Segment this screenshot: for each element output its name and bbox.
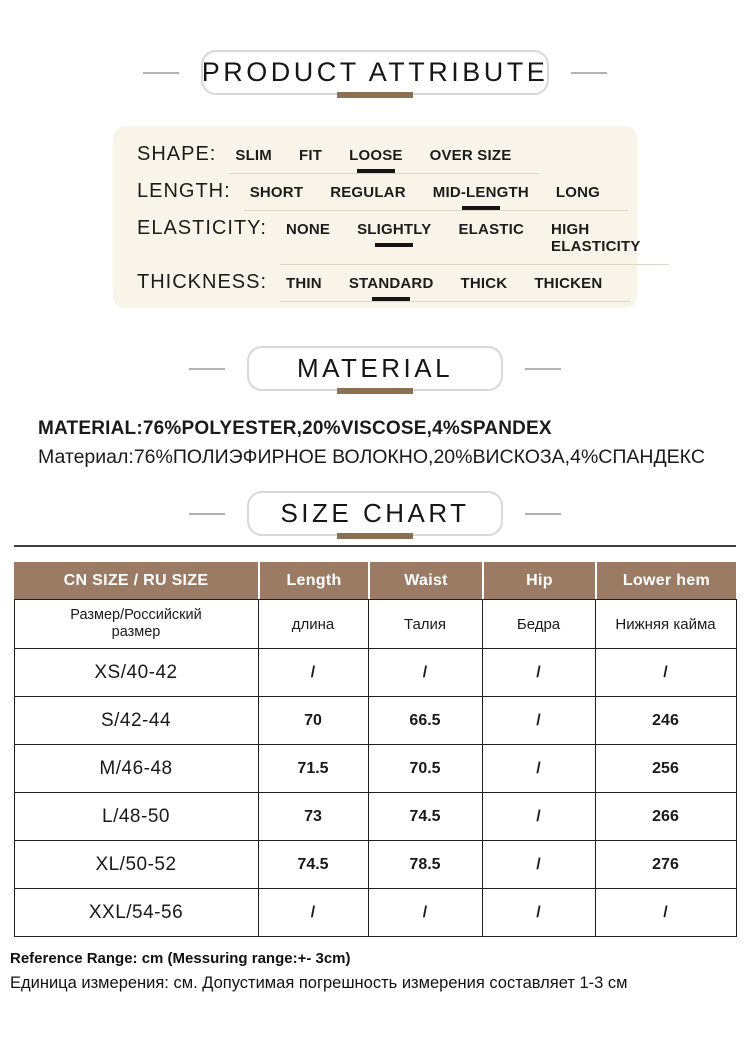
material-title: MATERIAL bbox=[296, 353, 454, 383]
size-table-header-row bbox=[14, 562, 736, 599]
title-left-dash bbox=[189, 513, 225, 515]
product-attribute-title-row bbox=[0, 50, 750, 95]
size-chart-title-row bbox=[0, 491, 750, 536]
subheader-cell: Размер/Российский размер bbox=[14, 600, 258, 649]
attr-option-selected: LOOSE bbox=[349, 147, 403, 164]
attr-option: SHORT bbox=[249, 184, 304, 201]
subheader-cell: длина bbox=[258, 600, 368, 649]
subheader-cell: Талия bbox=[368, 600, 482, 649]
title-accent-bar bbox=[337, 533, 413, 539]
attribute-row-elasticity bbox=[137, 217, 641, 265]
value-cell: / bbox=[368, 889, 482, 937]
attribute-options bbox=[280, 221, 669, 265]
value-cell: 70.5 bbox=[368, 745, 482, 793]
attr-option: THICKEN bbox=[534, 275, 603, 292]
size-cell: XL/50-52 bbox=[14, 841, 258, 889]
product-attribute-title: PRODUCT ATTRIBUTE bbox=[201, 57, 549, 87]
title-left-dash bbox=[143, 72, 179, 74]
attr-option-selected: MID-LENGTH bbox=[432, 184, 529, 201]
size-chart-section bbox=[0, 491, 750, 993]
value-cell: 70 bbox=[258, 697, 368, 745]
attribute-label: LENGTH: bbox=[137, 180, 231, 202]
value-cell: 246 bbox=[595, 697, 736, 745]
attribute-label: SHAPE: bbox=[137, 143, 217, 165]
attr-option: HIGH ELASTICITY bbox=[551, 221, 641, 255]
size-chart-title-box bbox=[247, 491, 503, 536]
attribute-label: ELASTICITY: bbox=[137, 217, 267, 239]
value-cell: / bbox=[595, 649, 736, 697]
title-right-dash bbox=[525, 513, 561, 515]
attribute-options bbox=[229, 147, 539, 174]
material-line-ru: Материал:76%ПОЛИЭФИРНОЕ ВОЛОКНО,20%ВИСКОЗА,4%СПАНДЕКС bbox=[38, 446, 705, 468]
title-accent-bar bbox=[337, 388, 413, 394]
table-row bbox=[14, 745, 736, 793]
value-cell: 71.5 bbox=[258, 745, 368, 793]
attr-option-selected: STANDARD bbox=[348, 275, 434, 292]
value-cell: 73 bbox=[258, 793, 368, 841]
attr-option: THIN bbox=[286, 275, 322, 292]
value-cell: / bbox=[482, 697, 595, 745]
value-cell: 276 bbox=[595, 841, 736, 889]
value-cell: / bbox=[482, 745, 595, 793]
size-cell: L/48-50 bbox=[14, 793, 258, 841]
value-cell: / bbox=[482, 841, 595, 889]
header-cell-hip: Hip bbox=[482, 562, 595, 599]
value-cell: / bbox=[368, 649, 482, 697]
attribute-options bbox=[244, 184, 628, 211]
value-cell: 74.5 bbox=[368, 793, 482, 841]
attribute-options bbox=[280, 275, 630, 302]
attr-option: OVER SIZE bbox=[429, 147, 512, 164]
value-cell: 74.5 bbox=[258, 841, 368, 889]
header-cell-size: CN SIZE / RU SIZE bbox=[14, 562, 258, 599]
table-row bbox=[14, 841, 736, 889]
reference-note-en: Reference Range: cm (Messuring range:+- 3cm) bbox=[10, 950, 351, 967]
value-cell: / bbox=[258, 649, 368, 697]
attribute-row-thickness bbox=[137, 271, 637, 302]
value-cell: / bbox=[482, 793, 595, 841]
value-cell: 266 bbox=[595, 793, 736, 841]
reference-note-ru: Единица измерения: см. Допустимая погрешность измерения составляет 1-3 см bbox=[10, 974, 628, 992]
product-attribute-section bbox=[0, 50, 750, 308]
attribute-label: THICKNESS: bbox=[137, 271, 268, 293]
attr-option: THICK bbox=[460, 275, 508, 292]
table-row bbox=[14, 793, 736, 841]
table-row bbox=[14, 697, 736, 745]
value-cell: 66.5 bbox=[368, 697, 482, 745]
attribute-box bbox=[113, 126, 641, 308]
attr-option: LONG bbox=[555, 184, 601, 201]
size-cell: XXL/54-56 bbox=[14, 889, 258, 937]
header-cell-length: Length bbox=[258, 562, 368, 599]
attr-option: SLIM bbox=[235, 147, 272, 164]
attr-option: NONE bbox=[285, 221, 331, 238]
subheader-cell: Бедра bbox=[482, 600, 595, 649]
header-cell-lower-hem: Lower hem bbox=[595, 562, 736, 599]
attr-option: ELASTIC bbox=[458, 221, 525, 238]
size-chart-title: SIZE CHART bbox=[280, 498, 470, 528]
value-cell: / bbox=[482, 889, 595, 937]
table-top-divider bbox=[14, 545, 736, 547]
size-chart-table bbox=[14, 599, 737, 937]
attr-option-selected: SLIGHTLY bbox=[357, 221, 432, 238]
value-cell: / bbox=[258, 889, 368, 937]
material-section bbox=[0, 346, 750, 469]
title-left-dash bbox=[189, 368, 225, 370]
size-cell: M/46-48 bbox=[14, 745, 258, 793]
product-attribute-title-box bbox=[201, 50, 549, 95]
value-cell: 256 bbox=[595, 745, 736, 793]
material-title-box bbox=[247, 346, 503, 391]
material-title-row bbox=[0, 346, 750, 391]
table-subheader-row bbox=[14, 600, 736, 649]
value-cell: 78.5 bbox=[368, 841, 482, 889]
attr-option: FIT bbox=[299, 147, 323, 164]
subheader-cell: Нижняя кайма bbox=[595, 600, 736, 649]
material-line-en: MATERIAL:76%POLYESTER,20%VISCOSE,4%SPANDEX bbox=[38, 418, 552, 439]
value-cell: / bbox=[595, 889, 736, 937]
table-row bbox=[14, 889, 736, 937]
attr-option: REGULAR bbox=[330, 184, 406, 201]
attribute-row-shape bbox=[137, 143, 637, 174]
material-lines bbox=[0, 418, 750, 469]
header-cell-waist: Waist bbox=[368, 562, 482, 599]
size-cell: XS/40-42 bbox=[14, 649, 258, 697]
title-right-dash bbox=[525, 368, 561, 370]
title-accent-bar bbox=[337, 92, 413, 98]
table-row bbox=[14, 649, 736, 697]
size-cell: S/42-44 bbox=[14, 697, 258, 745]
attribute-row-length bbox=[137, 180, 637, 211]
value-cell: / bbox=[482, 649, 595, 697]
title-right-dash bbox=[571, 72, 607, 74]
